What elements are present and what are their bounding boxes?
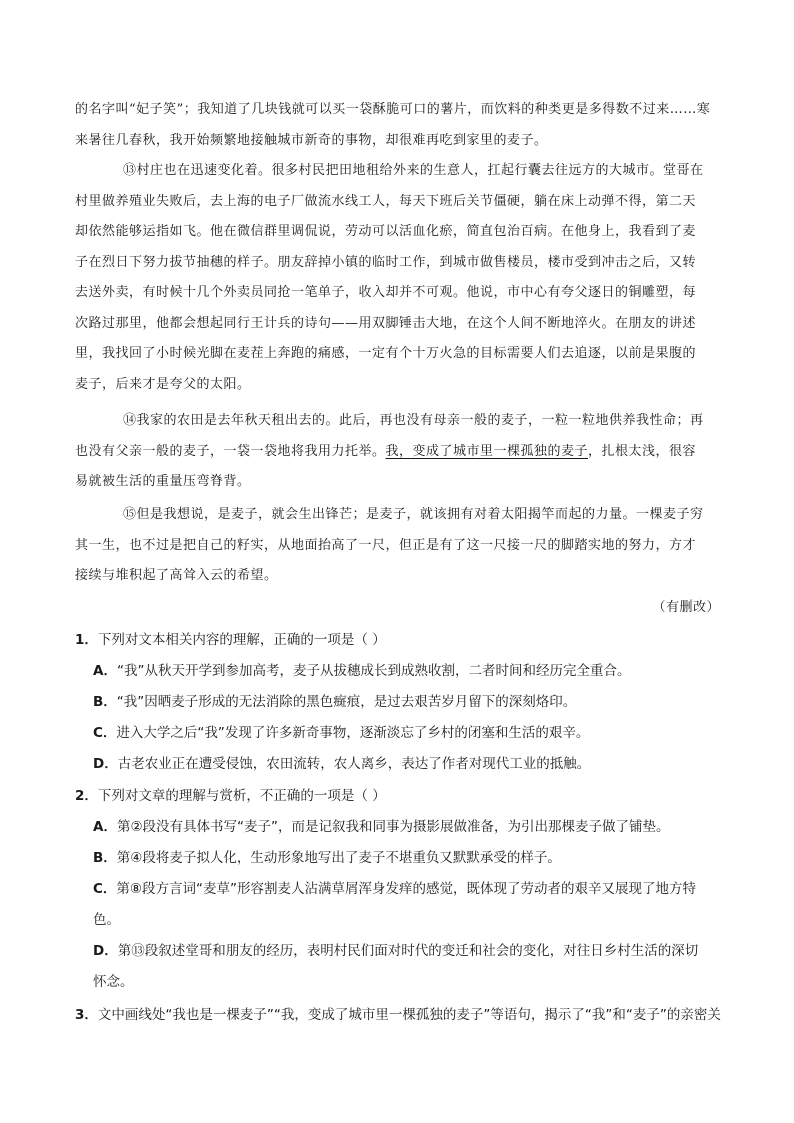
text-line (75, 437, 720, 468)
text-line: 易就被生活的重量压弯脊背。 (75, 474, 251, 489)
option-d[interactable] (75, 749, 725, 780)
option-letter: A． (93, 819, 117, 835)
question-stem (75, 1000, 725, 1031)
text-line: 里，我找回了小时候光脚在麦茬上奔跑的痛感，一定有个十万火急的目标需要人们去追逐，以前是果腹的 (75, 346, 697, 361)
text-line: ⑮但是我想说，是麦子，就会生出锋芒；是麦子，就该拥有对着太阳揭竿而起的力量。一棵麦子穷 (123, 507, 704, 522)
text-line: 麦子，后来才是夸父的太阳。 (75, 376, 251, 392)
text-line: 却依然能够运指如飞。他在微信群里调侃说，劳动可以活血化瘀，简直包治百病。在他身上，我看到了麦 (75, 224, 697, 239)
option-letter: B． (93, 694, 117, 710)
option-b[interactable] (75, 687, 725, 718)
option-c[interactable] (75, 874, 725, 905)
question-text: 下列对文章的理解与赏析，不正确的一项是（ ） (97, 788, 386, 804)
text-line: ⑬村庄也在迅速变化着。很多村民把田地租给外来的生意人，扛起行囊去往远方的大城市。堂哥在 (123, 163, 704, 178)
option-a[interactable] (75, 812, 725, 843)
question-2 (75, 781, 725, 998)
paragraph-intro (75, 95, 720, 156)
source-note: （有删改） (652, 600, 720, 615)
text-segment: 也没有父亲一般的麦子，一袋一袋地将我用力托举。 (75, 443, 386, 459)
question-1 (75, 625, 725, 780)
option-letter: B． (93, 850, 117, 866)
option-letter: C． (93, 725, 117, 741)
text-segment: ，扎根太浅，很容 (588, 443, 697, 459)
paragraph-14 (75, 406, 720, 498)
question-text: 文中画线处“我也是一棵麦子”“我，变成了城市里一棵孤独的麦子”等语句，揭示了“我”和“麦子”的亲密关 (97, 1007, 721, 1023)
question-number: 3． (75, 1007, 98, 1023)
option-text: 古老农业正在遭受侵蚀，农田流转，农人离乡，表达了作者对现代工业的抵触。 (117, 756, 591, 772)
option-text: 进入大学之后“我”发现了许多新奇事物，逐渐淡忘了乡村的闭塞和生活的艰辛。 (116, 725, 590, 741)
option-text: 第⑬段叙述堂哥和朋友的经历，表明村民们面对时代的变迁和社会的变化，对往日乡村生活的深切 (117, 943, 699, 959)
option-b[interactable] (75, 843, 725, 874)
question-number: 2． (75, 788, 98, 804)
paragraph-13 (75, 156, 720, 400)
option-letter: D． (93, 756, 118, 772)
option-letter: D． (93, 943, 118, 959)
option-text: “我”因晒麦子形成的无法消除的黑色癍痕，是过去艰苦岁月留下的深刻烙印。 (116, 694, 577, 710)
underlined-sentence: 我，变成了城市里一棵孤独的麦子 (385, 443, 589, 459)
question-stem (75, 781, 725, 812)
text-line: 村里做养殖业失败后，去上海的电子厂做流水线工人，每天下班后关节僵硬，躺在床上动弹不得，第二天 (75, 193, 697, 209)
option-letter: C． (93, 881, 117, 897)
option-text: 第⑧段方言词“麦草”形容割麦人沾满草屑浑身发痒的感觉，既体现了劳动者的艰辛又展现了地方特 (116, 881, 697, 897)
text-line: 的名字叫“妃子笑”；我知道了几块钱就可以买一袋酥脆可口的薯片，而饮料的种类更是多得数不过来……寒 (75, 102, 711, 117)
text-line: 次路过那里，他都会想起同行王计兵的诗句——用双脚锤击大地，在这个人间不断地淬火。在朋友的讲述 (75, 315, 697, 331)
option-c-continuation: 色。 (93, 912, 120, 928)
text-line: ⑭我家的农田是去年秋天租出去的。此后，再也没有母亲一般的麦子，一粒一粒地供养我性命；再 (123, 413, 704, 428)
option-d[interactable] (75, 936, 725, 967)
text-line: 其一生，也不过是把自己的籽实，从地面抬高了一尺，但正是有了这一尺接一尺的脚踏实地的努力，方才 (75, 537, 697, 553)
question-3 (75, 1000, 725, 1031)
option-d-continuation: 怀念。 (93, 974, 134, 990)
option-c[interactable] (75, 718, 725, 749)
text-line: 去送外卖，有时候十几个外卖员同抢一笔单子，收入却并不可观。他说，市中心有夸父逐日的铜雕塑，每 (75, 285, 697, 300)
question-stem (75, 625, 725, 656)
option-letter: A． (93, 663, 117, 679)
text-line: 接续与堆积起了高耸入云的希望。 (75, 568, 278, 583)
option-text: 第②段没有具体书写“麦子”，而是记叙我和同事为摄影展做准备，为引出那棵麦子做了铺垫。 (116, 819, 670, 835)
text-line: 子在烈日下努力拔节抽穗的样子。朋友辞掉小镇的临时工作，到城市做售楼员，楼市受到冲击之后，又转 (75, 254, 697, 270)
option-a[interactable] (75, 656, 725, 687)
text-line: 来暑往几春秋，我开始频繁地接触城市新奇的事物，却很难再吃到家里的麦子。 (75, 132, 548, 148)
option-text: “我”从秋天开学到参加高考，麦子从拔穗成长到成熟收割，二者时间和经历完全重合。 (116, 663, 631, 679)
question-text: 下列对文本相关内容的理解，正确的一项是（ ） (97, 632, 386, 648)
option-text: 第④段将麦子拟人化，生动形象地写出了麦子不堪重负又默默承受的样子。 (116, 850, 561, 866)
paragraph-15 (75, 500, 720, 592)
question-number: 1． (75, 632, 98, 648)
